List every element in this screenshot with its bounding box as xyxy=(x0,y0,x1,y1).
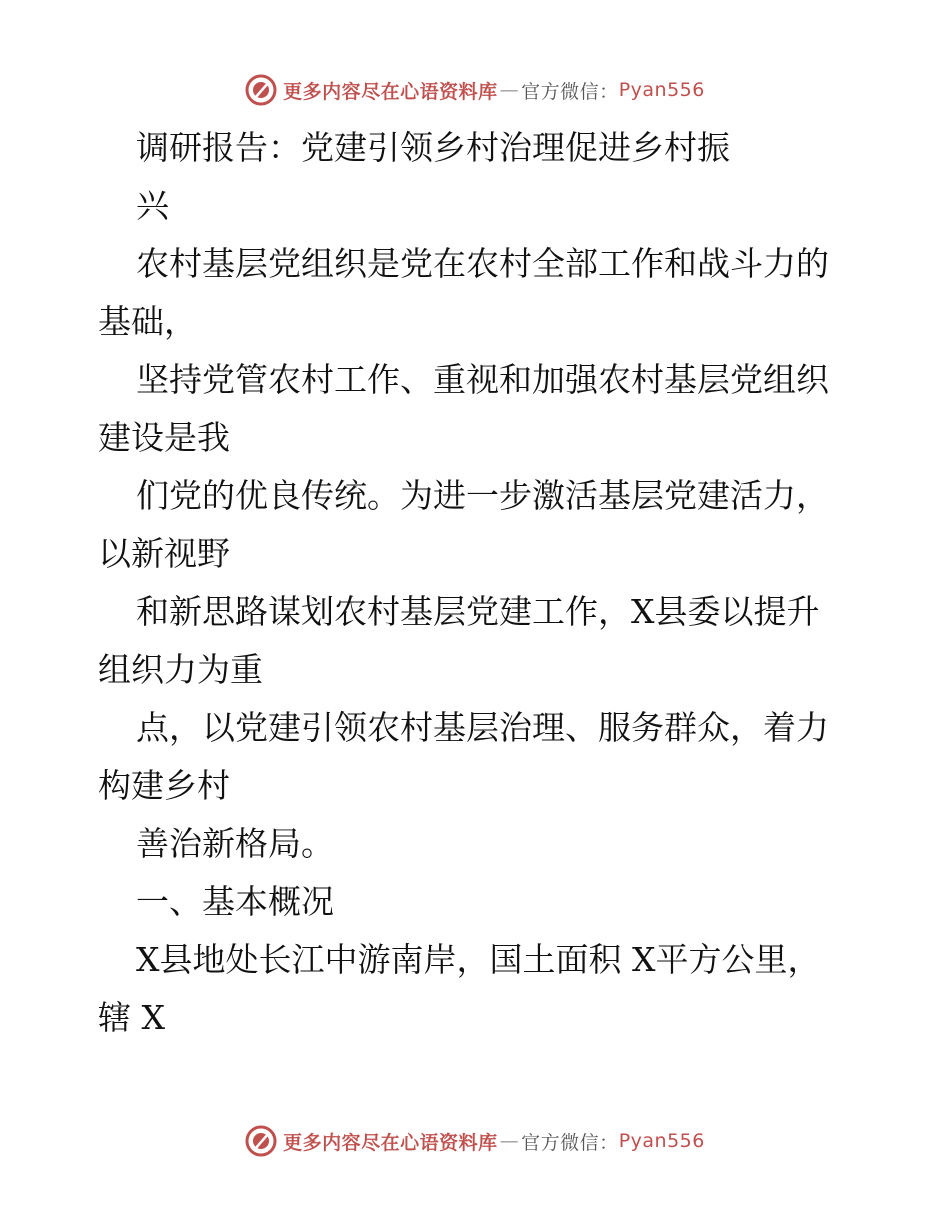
paragraph-line: 基础， xyxy=(98,302,197,341)
watermark-brand: 更多内容尽在心语资料库 xyxy=(283,80,498,103)
watermark-separator: — xyxy=(499,79,520,101)
watermark-brand: 更多内容尽在心语资料库 xyxy=(283,1131,498,1154)
paragraph-line: 辖 X xyxy=(98,998,165,1037)
watermark-account: Pyan556 xyxy=(618,79,705,101)
header-watermark xyxy=(0,70,950,110)
paragraph-line: 坚持党管农村工作、重视和加强农村基层党组织 xyxy=(136,360,829,399)
brand-logo-icon xyxy=(245,74,277,106)
paragraph-line: 组织力为重 xyxy=(98,650,263,689)
section-heading: 一、基本概况 xyxy=(136,882,334,921)
watermark-account: Pyan556 xyxy=(618,1130,705,1152)
paragraph-line: X县地处长江中游南岸，国土面积 X平方公里， xyxy=(136,940,821,979)
document-title-line-1: 调研报告：党建引领乡村治理促进乡村振 xyxy=(136,128,730,167)
paragraph-line: 农村基层党组织是党在农村全部工作和战斗力的 xyxy=(136,244,829,283)
paragraph-line: 建设是我 xyxy=(98,418,230,457)
watermark-official-label: 官方微信： xyxy=(521,80,619,103)
paragraph-line: 以新视野 xyxy=(98,534,230,573)
paragraph-line: 点，以党建引领农村基层治理、服务群众，着力 xyxy=(136,708,829,747)
paragraph-line: 善治新格局。 xyxy=(136,824,334,863)
watermark-official-label: 官方微信： xyxy=(521,1131,619,1154)
paragraph-line: 们党的优良传统。为进一步激活基层党建活力， xyxy=(136,476,829,515)
document-title-line-2: 兴 xyxy=(136,186,169,225)
paragraph-line: 和新思路谋划农村基层党建工作，X县委以提升 xyxy=(136,592,820,631)
watermark-separator: — xyxy=(499,1130,520,1152)
paragraph-line: 构建乡村 xyxy=(98,766,230,805)
footer-watermark xyxy=(0,1121,950,1161)
brand-logo-icon xyxy=(245,1125,277,1157)
